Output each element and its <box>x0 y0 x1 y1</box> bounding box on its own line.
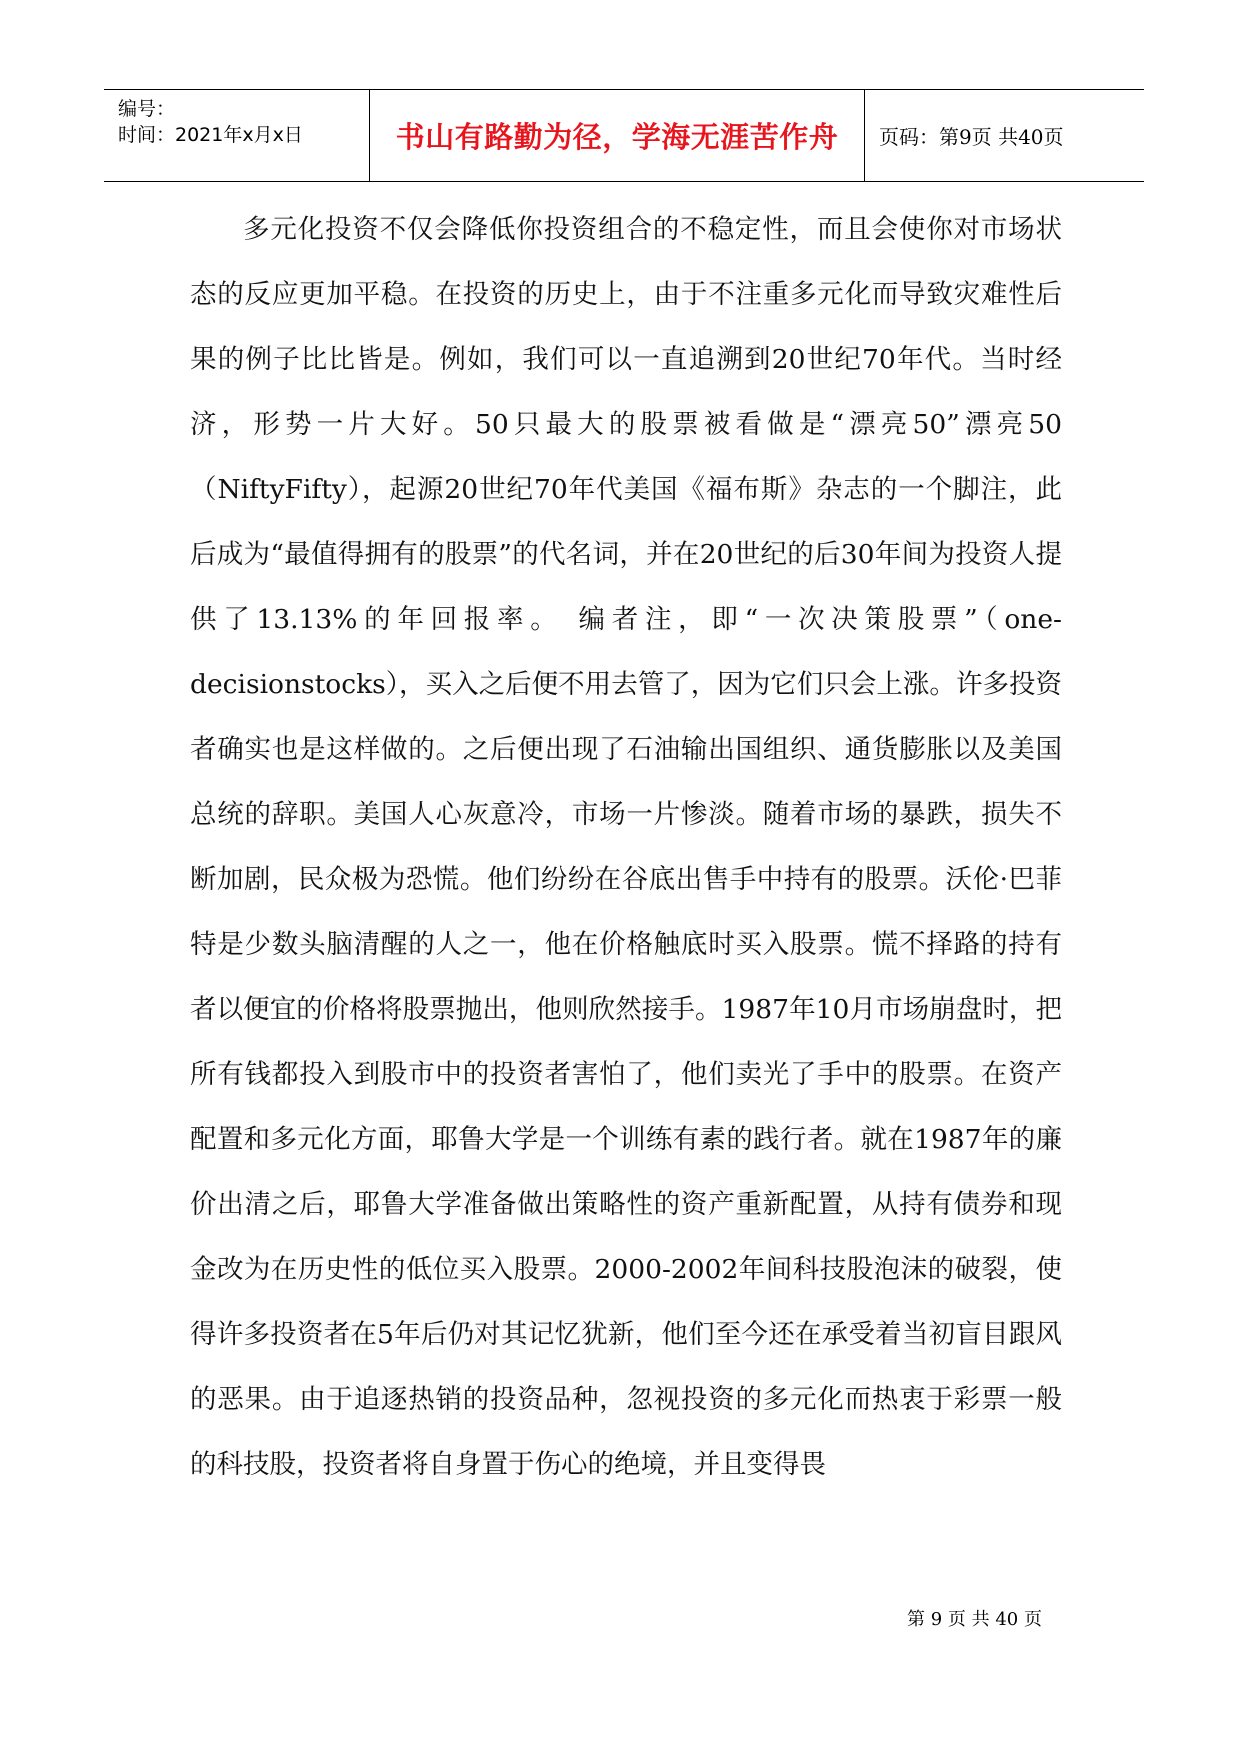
page-footer-number: 第 9 页 共 40 页 <box>907 1609 1042 1630</box>
header-motto: 书山有路勤为径，学海无涯苦作舟 <box>395 120 839 154</box>
document-number-label: 编号： <box>118 98 176 120</box>
header-middle-cell <box>370 90 865 181</box>
header-left-cell <box>104 90 370 181</box>
document-time-label: 时间：2021年x月x日 <box>118 124 303 146</box>
header-page-number: 页码：第9页 共40页 <box>879 125 1064 149</box>
page-header <box>104 89 1144 182</box>
header-right-cell <box>865 90 1144 181</box>
body-paragraph: 多元化投资不仅会降低你投资组合的不稳定性，而且会使你对市场状态的反应更加平稳。在投资的历史上，由于不注重多元化而导致灾难性后果的例子比比皆是。例如，我们可以一直追溯到20世纪70年代。当时经济，形势一片大好。50只最大的股票被看做是“漂亮50”漂亮50（NiftyFifty），起源20世纪70年代美国《福布斯》杂志的一个脚注，此后成为“最值得拥有的股票”的代名词，并在20世纪的后30年间为投资人提供了13.13%的年回报率。 编者注，即“一次决策股票”（one-decisionstocks），买入之后便不用去管了，因为它们只会上涨。许多投资者确实也是这样做的。之后便出现了石油输出国组织、通货膨胀以及美国总统的辞职。美国人心灰意冷，市场一片惨淡。随着市场的暴跌，损失不断加剧，民众极为恐慌。他们纷纷在谷底出售手中持有的股票。沃伦·巴菲特是少数头脑清醒的人之一，他在价格触底时买入股票。慌不择路的持有者以便宜的价格将股票抛出，他则欣然接手。1987年10月市场崩盘时，把所有钱都投入到股市中的投资者害怕了，他们卖光了手中的股票。在资产配置和多元化方面，耶鲁大学是一个训练有素的践行者。就在1987年的廉价出清之后，耶鲁大学准备做出策略性的资产重新配置，从持有债券和现金改为在历史性的低位买入股票。2000-2002年间科技股泡沫的破裂，使得许多投资者在5年后仍对其记忆犹新，他们至今还在承受着当初盲目跟风的恶果。由于追逐热销的投资品种，忽视投资的多元化而热衷于彩票一般的科技股，投资者将自身置于伤心的绝境，并且变得畏 <box>190 214 1062 1480</box>
